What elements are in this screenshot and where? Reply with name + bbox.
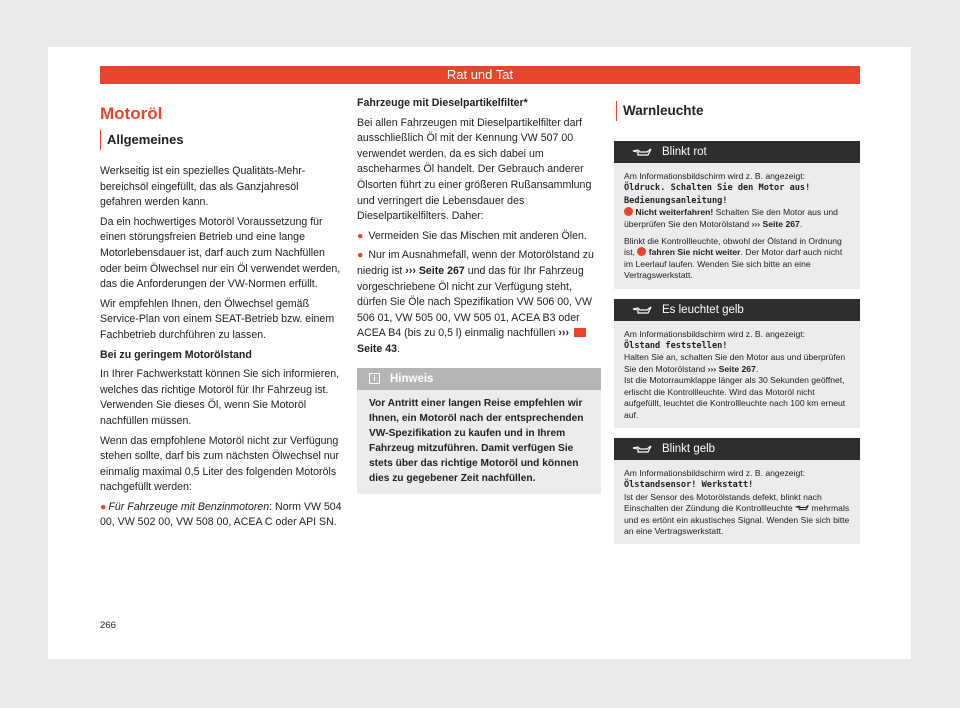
bullet-icon: ● (357, 229, 364, 242)
subtitle-allgemeines: Allgemeines (100, 130, 342, 150)
page-title: Motoröl (100, 104, 163, 123)
bullet-icon: ● (357, 249, 364, 262)
oil-warning-dot-icon (637, 247, 646, 256)
paragraph: Da ein hochwertiges Motoröl Voraussetzung für einen störungsfreien Betrieb und eine lange Motorlebensdauer ist, darf auch zum Nachfüllen oder beim Ölwechsel nur ein Öl verwendet werden, das die Anforderungen der VW-Normen erfüllt. (100, 215, 341, 291)
list-item: ● Vermeiden Sie das Mischen mit anderen Ölen. (357, 229, 587, 242)
note-box (357, 368, 601, 494)
subheading-diesel: Fahrzeuge mit Dieselpartikelfilter* (357, 97, 528, 109)
note-body: Vor Antritt einer langen Reise empfehlen wir Ihnen, ein Motoröl nach der entsprechenden VW-Spezifikation zu kaufen und in Ihrem Fahrzeug mitzuführen. Damit verfügen Sie stets über das richtige Motoröl und können dies zu gegebener Zeit nachfüllen. (369, 397, 584, 484)
list-item: ● Nur im Ausnahmefall, wenn der Motorölstand zu niedrig ist ››› Seite 267 und das für Ihr Fahrzeug vorgeschriebene Öl nicht zur Verfügung steht, dürfen Sie Öle nach Spezifikation VW 506 00, VW 506 01, VW 505 00, VW 505 01, ACEA B3 oder ACEA B4 (bis zu 0,5 l) einmalig nachfüllen ››› Seite 43. (357, 249, 594, 355)
warning-body-blinkt-gelb: Am Informationsbildschirm wird z. B. angezeigt: Ölstandsensor! Werkstatt! Ist der Sensor des Motorölstands defekt, blinkt nach Einschalten der Zündung die Kontrollleuchte mehrmals und es ertönt ein akustisches Signal. Wenden Sie sich bitte an eine Vertragswerkstatt. (614, 460, 860, 544)
column-right (614, 91, 860, 544)
warning-header-blinkt-rot: Blinkt rot (614, 141, 860, 163)
page-reference-link[interactable]: ››› Seite 267 (707, 363, 756, 374)
page-reference-link[interactable]: ››› Seite 267 (751, 218, 800, 229)
column-left (100, 96, 342, 535)
paragraph: Wenn das empfohlene Motoröl nicht zur Verfügung stehen sollte, darf bis zum nächsten Ölwechsel nur einmalig maximal 0,5 Liter des folgenden Motoröls nachgefüllt werden: (100, 434, 340, 494)
oil-warning-dot-icon (624, 207, 633, 216)
paragraph: Bei allen Fahrzeugen mit Dieselpartikelfilter darf ausschließlich Öl mit der Kennung VW 507 00 verwendet werden, da es sich dabei um ascheharmes Öl handelt. Der Gebrauch anderer Ölsorten führt zu einer größeren Rußansammlung und verringert die Lebensdauer des Dieselpartikelfilters. Daher: (357, 116, 592, 223)
warning-header-blinkt-gelb: Blinkt gelb (614, 438, 860, 460)
section-header-title: Rat und Tat (446, 67, 514, 82)
paragraph: Werkseitig ist ein spezielles Qualitäts-Mehrbereichsöl eingefüllt, das als Ganzjahresöl gefahren werden kann. (100, 165, 306, 209)
oil-can-icon (795, 504, 809, 511)
note-header: i Hinweis (357, 368, 601, 390)
warning-section-title: Warnleuchte (616, 101, 860, 121)
book-reference-icon (574, 328, 586, 337)
oil-can-icon (632, 147, 652, 157)
page-reference-link[interactable]: ››› Seite 267 (405, 264, 465, 277)
section-header (100, 66, 860, 84)
column-middle (357, 96, 601, 494)
warning-body-leuchtet-gelb: Am Informationsbildschirm wird z. B. angezeigt: Ölstand feststellen! Halten Sie an, schalten Sie den Motor aus und überprüfen Sie den Motorölstand ››› Seite 267. Ist die Motorraumklappe länger als 30 Sekunden geöffnet, erlischt die Kontrollleuchte. Wird das Motoröl nicht aufgefüllt, leuchtet die Kontrollleuchte nach 100 km erneut auf. (614, 321, 860, 428)
page-number: 266 (100, 620, 116, 631)
warning-body-blinkt-rot: Am Informationsbildschirm wird z. B. angezeigt: Öldruck. Schalten Sie den Motor aus! Bedienungsanleitung! Nicht weiterfahren! Schalten Sie den Motor aus und überprüfen Sie den Motorölstand ››› Seite 267. Blinkt die Kontrollleuchte, obwohl der Ölstand in Ordnung ist, fahren Sie nicht weiter. Der Motor darf auch nicht im Leerlauf laufen. Wenden Sie sich bitte an eine Vertragswerkstatt. (614, 163, 860, 289)
oil-can-icon (632, 444, 652, 454)
info-icon: i (369, 373, 380, 384)
list-item: ● Für Fahrzeuge mit Benzinmotoren: Norm VW 504 00, VW 502 00, VW 508 00, ACEA C oder API SN. (100, 500, 342, 529)
subheading-low-oil: Bei zu geringem Motorölstand (100, 348, 252, 361)
bullet-icon: ● (100, 500, 107, 513)
page-reference-link[interactable]: ››› Seite 43 (357, 327, 588, 355)
paragraph: Wir empfehlen Ihnen, den Ölwechsel gemäß Service-Plan von einem SEAT-Betrieb bzw. einem Fachbetrieb durchführen zu lassen. (100, 297, 335, 341)
paragraph: In Ihrer Fachwerkstatt können Sie sich informieren, welches das richtige Motoröl für Ihr Fahrzeug ist. Verwenden Sie dieses Öl, wenn Sie Motoröl nachfüllen müssen. (100, 368, 340, 427)
warning-header-leuchtet-gelb: Es leuchtet gelb (614, 299, 860, 321)
oil-can-icon (632, 305, 652, 315)
